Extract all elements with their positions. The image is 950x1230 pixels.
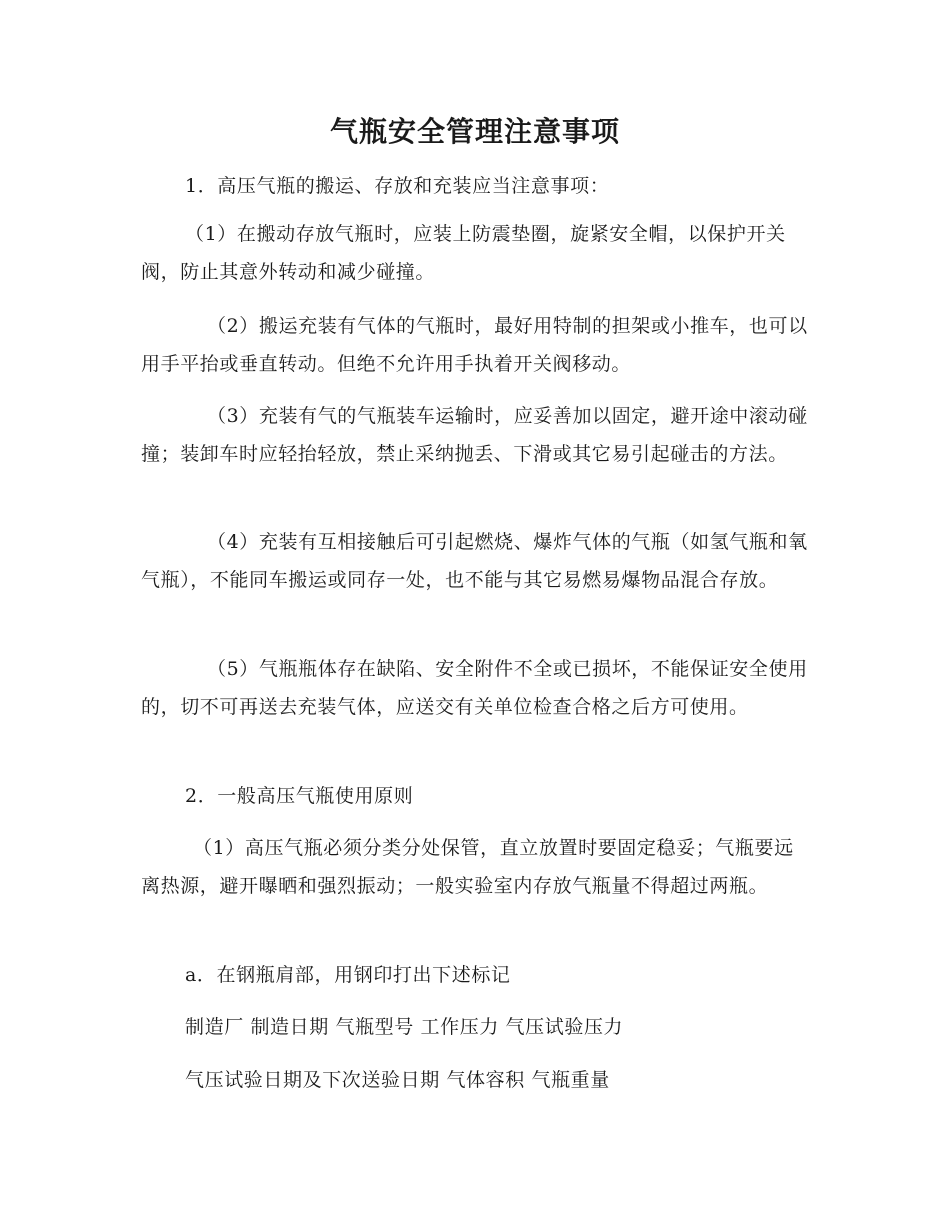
section-heading-2: 2．一般高压气瓶使用原则	[185, 785, 414, 807]
paragraph-1-1: （1）在搬动存放气瓶时，应装上防震垫圈，旋紧安全帽，以保护开关阀，防止其意外转动和减少碰撞。	[141, 223, 786, 283]
document-title: 气瓶安全管理注意事项	[329, 115, 620, 148]
paragraph-2-a: a．在钢瓶肩部，用钢印打出下述标记	[185, 964, 511, 986]
paragraph-2-1: （1）高压气瓶必须分类分处保管，直立放置时要固定稳妥；气瓶要远离热源，避开曝晒和强烈振动；一般实验室内存放气瓶量不得超过两瓶。	[141, 837, 794, 897]
paragraph-1-4: （4）充装有互相接触后可引起燃烧、爆炸气体的气瓶（如氢气瓶和氧气瓶），不能同车搬运或同存一处，也不能与其它易燃易爆物品混合存放。	[141, 531, 808, 591]
marking-list-line-1: 制造厂 制造日期 气瓶型号 工作压力 气压试验压力	[185, 1016, 624, 1038]
paragraph-1-5: （5）气瓶瓶体存在缺陷、安全附件不全或已损坏，不能保证安全使用的，切不可再送去充装气体，应送交有关单位检查合格之后方可使用。	[141, 658, 808, 718]
paragraph-1-3: （3）充装有气的气瓶装车运输时，应妥善加以固定，避开途中滚动碰撞；装卸车时应轻抬轻放，禁止采纳抛丢、下滑或其它易引起碰击的方法。	[141, 405, 808, 465]
section-heading-1: 1．高压气瓶的搬运、存放和充装应当注意事项：	[185, 175, 610, 197]
paragraph-1-2: （2）搬运充装有气体的气瓶时，最好用特制的担架或小推车，也可以用手平抬或垂直转动。但绝不允许用手执着开关阀移动。	[141, 315, 808, 375]
marking-list-line-2: 气压试验日期及下次送验日期 气体容积 气瓶重量	[185, 1069, 610, 1091]
